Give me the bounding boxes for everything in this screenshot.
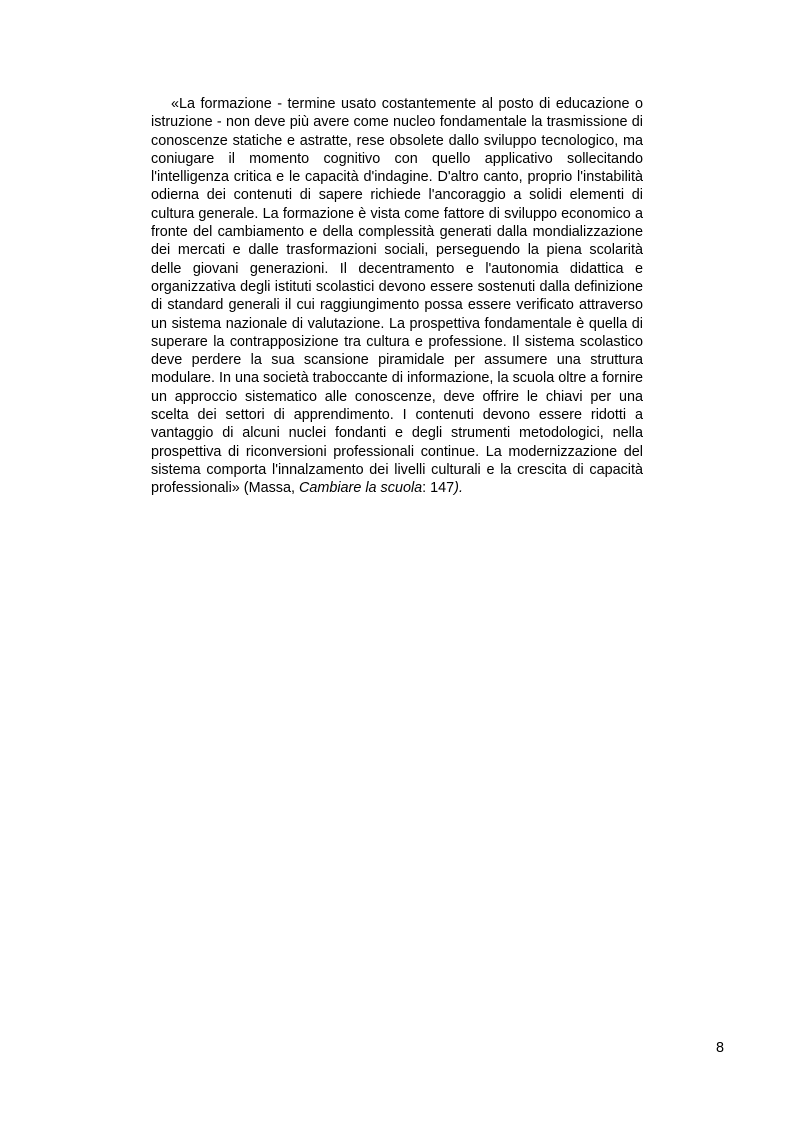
citation-book-title: Cambiare la scuola xyxy=(298,480,423,497)
citation-closing-parenthesis: ). xyxy=(454,480,463,497)
quoted-paragraph xyxy=(151,95,643,498)
quote-body-text: «La formazione - termine usato costantemente al posto di educazione o istruzione - non deve più avere come nucleo fondamentale la trasmissione di conoscenze statiche e astratte, rese obsolete dallo sviluppo tecnologico, ma coniugare il momento cognitivo con quello applicativo sollecitando l'intelligenza critica e le capacità d'indagine. D'altro canto, proprio l'instabilità odierna dei contenuti di sapere richiede l'ancoraggio a solidi elementi di cultura generale. La formazione è vista come fattore di sviluppo economico a fronte del cambiamento e della complessità generati dalla mondializzazione dei mercati e dalle trasformazioni sociali, perseguendo la piena scolarità delle giovani generazioni. Il decentramento e l'autonomia didattica e organizzativa degli istituti scolastici devono essere sostenuti dalla definizione di standard generali il cui raggiungimento possa essere verificato attraverso un sistema nazionale di valutazione. La prospettiva fondamentale è quella di superare la contrapposizione tra cultura e professione. Il sistema scolastico deve perdere la sua scansione piramidale per assumere una struttura modulare. In una società traboccante di informazione, la scuola oltre a fornire un approccio sistematico alle conoscenze, deve offrire le chiavi per una scelta dei settori di apprendimento. I contenuti devono essere ridotti a vantaggio di alcuni nuclei fondanti e degli strumenti metodologici, nella prospettiva di riconversioni professionali continue. La modernizzazione del sistema comporta l'innalzamento dei livelli culturali e la crescita di capacità professionali» (Massa, xyxy=(151,96,643,497)
page-number: 8 xyxy=(715,1040,724,1056)
citation-page-reference: : 147 xyxy=(422,480,455,497)
